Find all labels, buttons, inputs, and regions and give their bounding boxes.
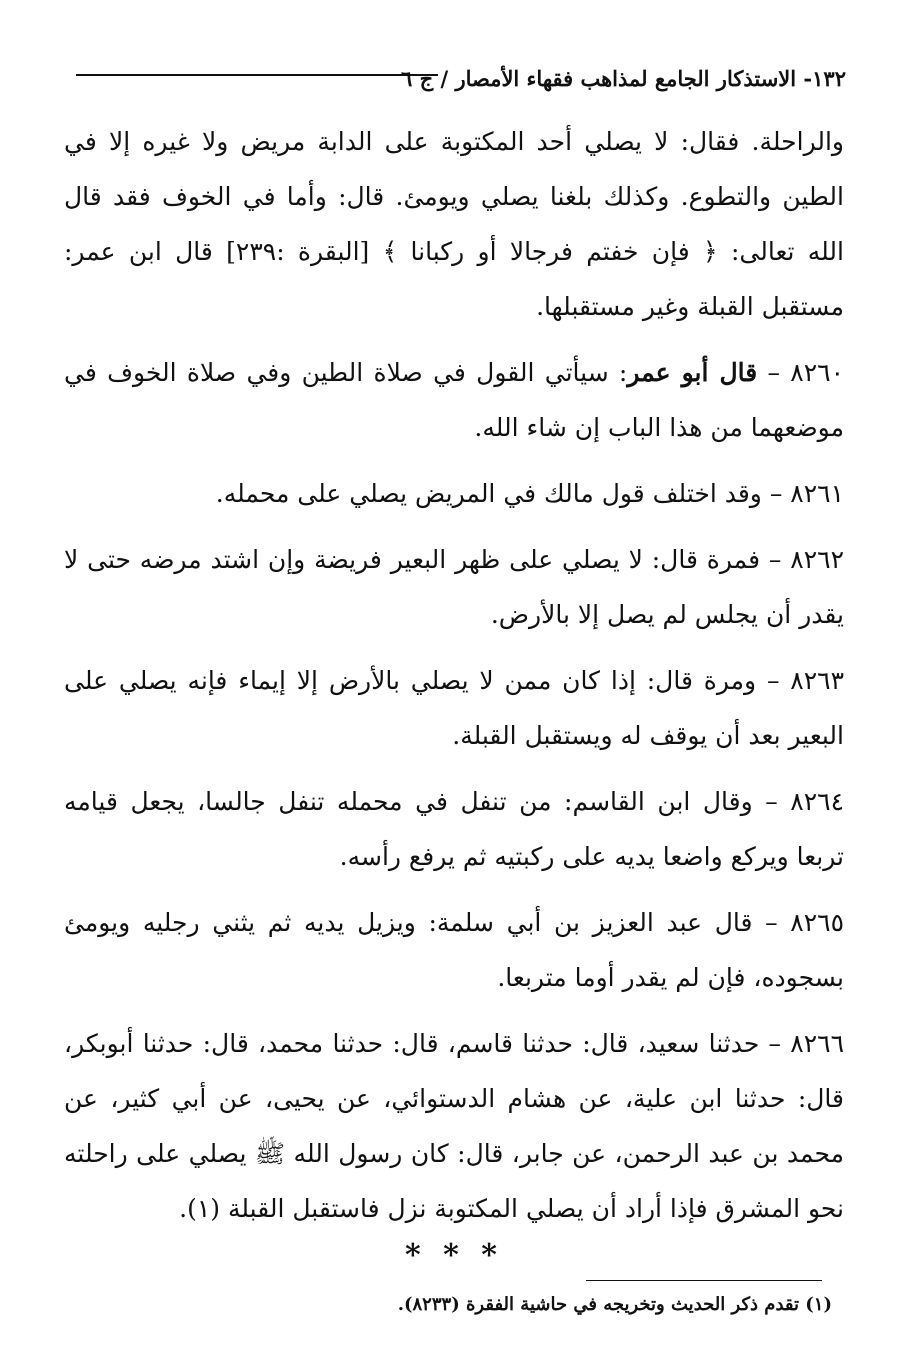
paragraph-8265 [64,895,844,1005]
paragraph-text: حدثنا سعيد، قال: حدثنا قاسم، قال: حدثنا محمد، قال: حدثنا أبوبكر، قال: حدثنا ابن علية، عن هشام الدستوائي، عن يحيى، عن أبي كثير، عن محمد بن عبد الرحمن، عن جابر، قال: كان رسول الله ﷺ يصلي على راحلته نحو المشرق فإذا أراد أن يصلي المكتوبة نزل فاستقبل القبلة (١). [64,1029,844,1223]
paragraph-text: قال عبد العزيز بن أبي سلمة: ويزيل يديه ثم يثني رجليه ويومئ بسجوده، فإن لم يقدر أوما متربعا. [64,908,844,992]
paragraph-number: ٨٢٦٢ – [768,545,844,574]
paragraph-text: وقال ابن القاسم: من تنفل في محمله تنفل جالسا، يجعل قيامه تربعا ويركع واضعا يديه على ركبتيه ثم يرفع رأسه. [64,787,844,871]
paragraph-8266 [64,1016,844,1236]
paragraph-text: ومرة قال: إذا كان ممن لا يصلي بالأرض إلا إيماء فإنه يصلي على البعير بعد أن يوقف له ويستقبل القبلة. [64,666,844,750]
section-separator: * * * [405,1238,503,1273]
paragraph-text: وقد اختلف قول مالك في المريض يصلي على محمله. [215,479,762,508]
paragraph-number: ٨٢٦٦ – [768,1029,844,1058]
speaker-name: قال أبو عمر [627,358,758,387]
paragraph-number: ٨٢٦٤ – [765,787,844,816]
paragraph-number: ٨٢٦٣ – [766,666,845,695]
main-text [64,114,844,1236]
paragraph-text: والراحلة. فقال: لا يصلي أحد المكتوبة على الدابة مريض ولا غيره إلا في الطين والتطوع. وكذلك بلغنا يصلي ويومئ. قال: وأما في الخوف فقد قال الله تعالى: ﴿ فإن خفتم فرجالا أو ركبانا ﴾ [البقرة :٢٣٩] قال ابن عمر: مستقبل القبلة وغير مستقبلها. [64,127,844,321]
paragraph-continuation [64,114,844,334]
paragraph-8262 [64,532,844,642]
paragraph-number: ٨٢٦٠ – [767,358,844,387]
paragraph-text: : سيأتي القول في صلاة الطين وفي صلاة الخوف في موضعهما من هذا الباب إن شاء الله. [64,358,844,442]
paragraph-number: ٨٢٦١ – [769,479,844,508]
header-rule [76,74,438,76]
paragraph-8260 [64,345,844,455]
footnote-rule [586,1280,822,1281]
footnote: (١) تقدم ذكر الحديث وتخريجه في حاشية الفقرة (٨٢٣٣). [397,1294,832,1315]
running-head: ١٣٢- الاستذكار الجامع لمذاهب فقهاء الأمصار / ج ٦ [401,66,846,91]
paragraph-text: فمرة قال: لا يصلي على ظهر البعير فريضة وإن اشتد مرضه حتى لا يقدر أن يجلس لم يصل إلا بالأرض. [64,545,844,629]
paragraph-8263 [64,653,844,763]
paragraph-8261 [64,466,844,521]
paragraph-number: ٨٢٦٥ – [765,908,844,937]
paragraph-8264 [64,774,844,884]
